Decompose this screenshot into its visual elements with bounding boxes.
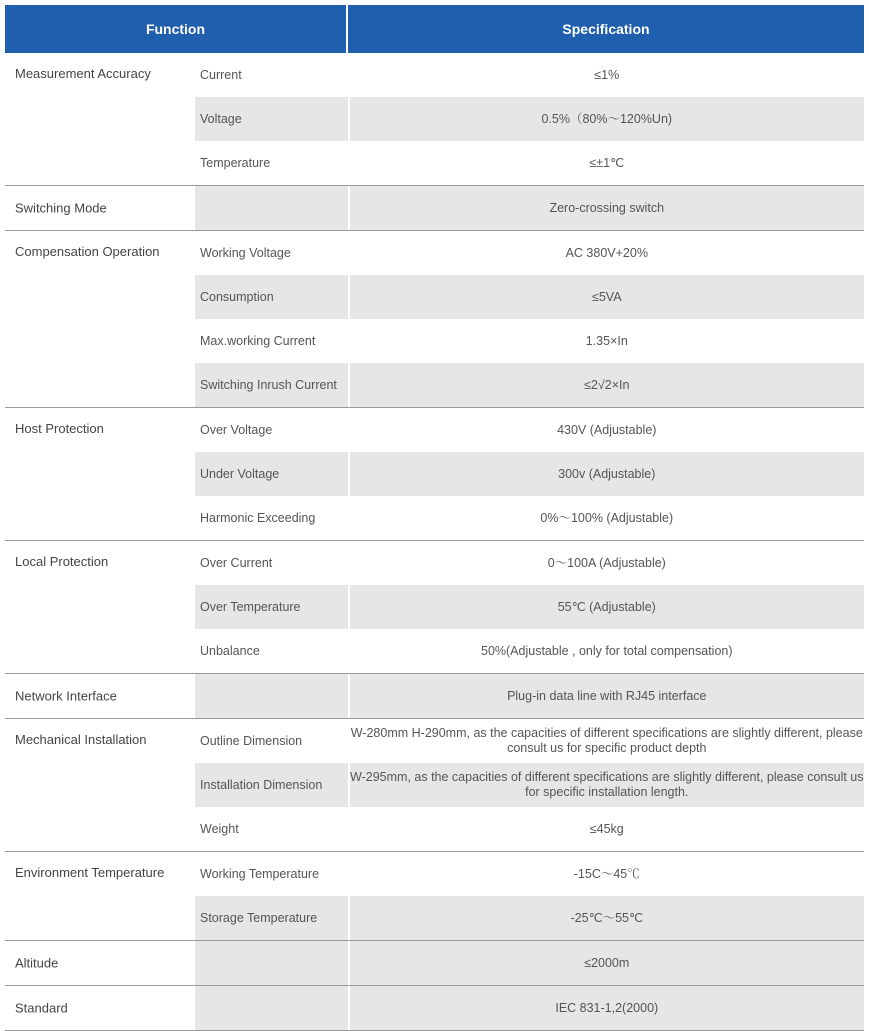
sub-function-label: Switching Inrush Current — [195, 363, 348, 407]
sub-function-label: Storage Temperature — [195, 896, 348, 940]
table-row — [195, 53, 864, 97]
specification-value: 300v (Adjustable) — [348, 452, 864, 496]
spec-group — [5, 186, 864, 231]
spec-group — [5, 986, 864, 1031]
sub-function-label — [195, 941, 348, 985]
group-label: Compensation Operation — [15, 244, 160, 259]
specification-value: ≤2000m — [348, 941, 864, 985]
table-row — [195, 629, 864, 673]
spec-group — [5, 719, 864, 852]
sub-function-label: Working Temperature — [200, 867, 320, 881]
specification-value: Zero-crossing switch — [348, 186, 864, 230]
table-row — [195, 585, 864, 629]
sub-function-label: Weight — [200, 822, 239, 836]
sub-function-label: Unbalance — [200, 644, 260, 658]
spec-group — [5, 941, 864, 986]
table-row — [195, 319, 864, 363]
specification-value: ≤2√2×In — [348, 363, 864, 407]
table-row — [195, 452, 864, 496]
table-row — [195, 408, 864, 452]
group-label: Mechanical Installation — [15, 732, 147, 747]
specification-value: ≤5VA — [348, 275, 864, 319]
spec-group — [5, 231, 864, 408]
sub-function-label — [195, 674, 348, 718]
specification-value: 0～100A (Adjustable) — [348, 541, 864, 585]
spec-group — [5, 541, 864, 674]
specification-value: ≤45kg — [348, 807, 864, 851]
table-row — [195, 363, 864, 407]
specification-value: 0.5%（80%～120%Un) — [348, 97, 864, 141]
table-row — [195, 97, 864, 141]
spec-group — [5, 53, 864, 186]
sub-function-label: Under Voltage — [195, 452, 348, 496]
table-row — [195, 496, 864, 540]
specification-value: 1.35×In — [348, 319, 864, 363]
specification-value: 430V (Adjustable) — [348, 408, 864, 452]
specification-value: ≤±1℃ — [348, 141, 864, 185]
sub-function-label: Current — [200, 68, 242, 82]
sub-function-label: Over Voltage — [200, 423, 273, 437]
table-row — [195, 896, 864, 940]
table-row — [195, 719, 864, 763]
spec-group — [5, 674, 864, 719]
group-label: Altitude — [15, 955, 59, 971]
specification-value: AC 380V+20% — [348, 231, 864, 275]
specification-column-header: Specification — [348, 5, 864, 53]
specification-value: Plug-in data line with RJ45 interface — [348, 674, 864, 718]
group-label: Switching Mode — [15, 200, 107, 216]
group-label: Measurement Accuracy — [15, 66, 151, 81]
table-row — [195, 231, 864, 275]
group-label: Host Protection — [15, 421, 104, 436]
table-row — [195, 807, 864, 851]
table-row — [195, 141, 864, 185]
sub-function-label: Voltage — [195, 97, 348, 141]
function-column-header: Function — [5, 5, 346, 53]
table-header — [5, 5, 864, 53]
table-row — [195, 986, 864, 1030]
sub-function-label — [195, 986, 348, 1030]
table-row — [195, 186, 864, 230]
specification-value: -15C～45℃ — [348, 852, 864, 896]
group-label: Environment Temperature — [15, 865, 165, 880]
specification-value: 55℃ (Adjustable) — [348, 585, 864, 629]
table-row — [195, 941, 864, 985]
group-label: Network Interface — [15, 688, 117, 704]
sub-function-label: Over Temperature — [195, 585, 348, 629]
spec-table — [5, 53, 864, 1031]
sub-function-label: Outline Dimension — [200, 734, 303, 748]
sub-function-label: Installation Dimension — [195, 763, 348, 807]
sub-function-label: Consumption — [195, 275, 348, 319]
specification-value: 0%～100% (Adjustable) — [348, 496, 864, 540]
table-row — [195, 763, 864, 807]
group-label: Local Protection — [15, 554, 109, 569]
specification-value: W-280mm H-290mm, as the capacities of different specifications are slightly different, please consult us for specific product depth — [348, 719, 864, 763]
specification-value: 50%(Adjustable , only for total compensation) — [348, 629, 864, 673]
specification-value: W-295mm, as the capacities of different specifications are slightly different, please consult us for specific installation length. — [348, 763, 864, 807]
sub-function-label — [195, 186, 348, 230]
specification-value: ≤1% — [348, 53, 864, 97]
table-row — [195, 674, 864, 718]
spec-group — [5, 408, 864, 541]
table-row — [195, 541, 864, 585]
table-row — [195, 275, 864, 319]
sub-function-label: Temperature — [200, 156, 271, 170]
sub-function-label: Over Current — [200, 556, 273, 570]
specification-value: -25℃～55℃ — [348, 896, 864, 940]
spec-group — [5, 852, 864, 941]
table-row — [195, 852, 864, 896]
sub-function-label: Working Voltage — [200, 246, 291, 260]
group-label: Standard — [15, 1000, 68, 1016]
specification-value: IEC 831-1,2(2000) — [348, 986, 864, 1030]
sub-function-label: Max.working Current — [200, 334, 316, 348]
sub-function-label: Harmonic Exceeding — [200, 511, 316, 525]
